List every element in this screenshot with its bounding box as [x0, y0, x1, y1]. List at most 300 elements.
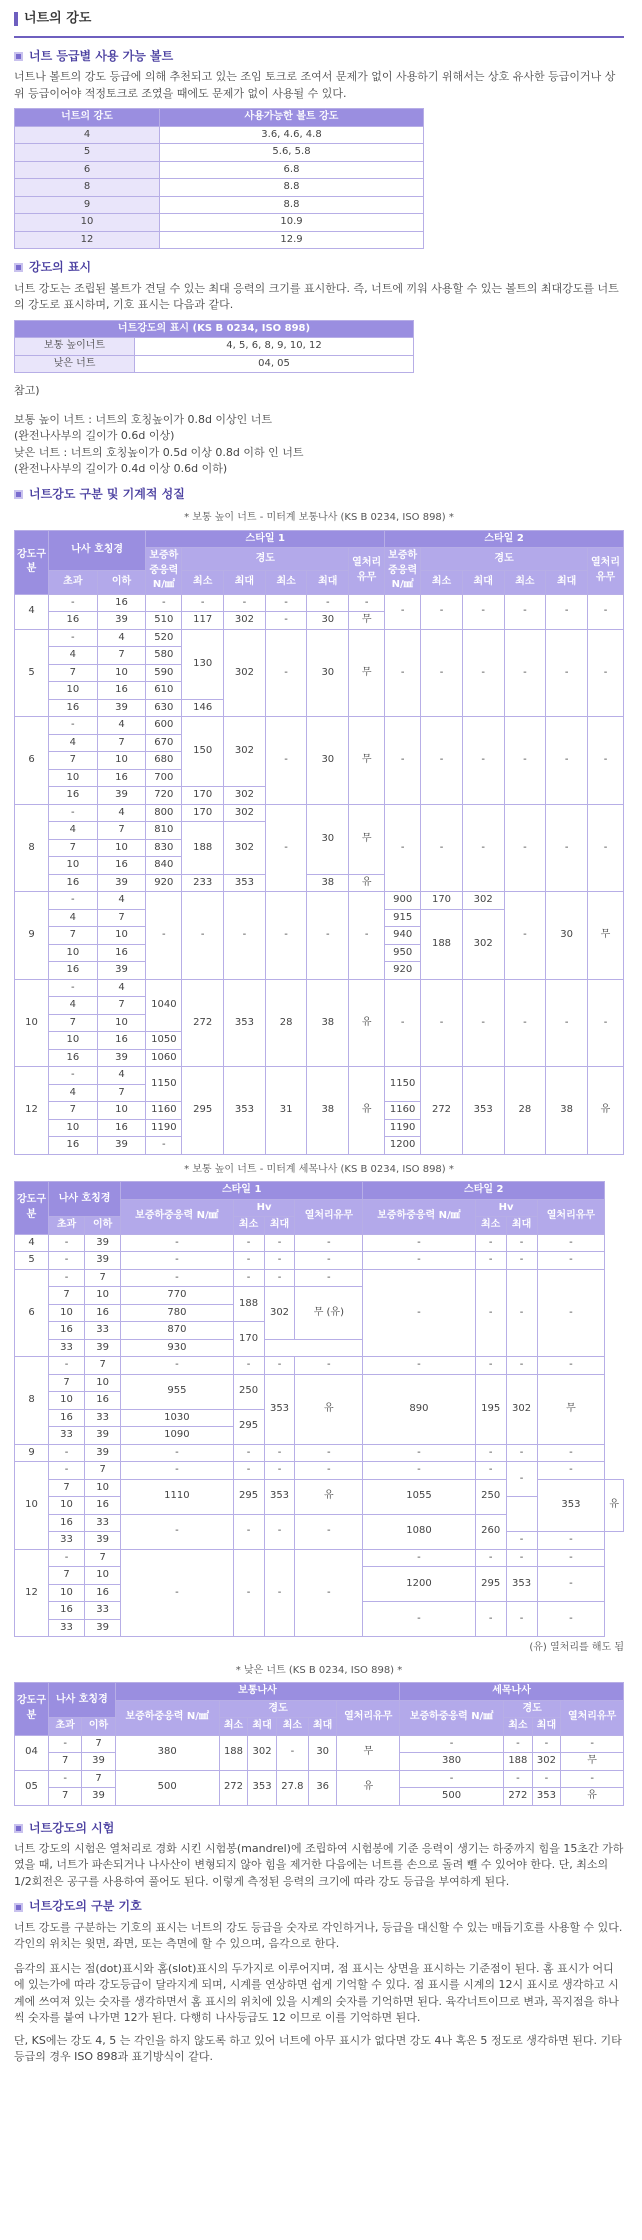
- table-header: 열처리유무: [588, 548, 624, 595]
- table-cell: 유: [561, 1788, 624, 1806]
- table-cell: -: [295, 1357, 363, 1375]
- section-text: 너트 강도를 구분하는 기호의 표시는 너트의 강도 등급을 숫자로 각인하거나, 등급을 대신할 수 있는 매듭기호를 사용할 수 있다. 각인의 위치는 윗면, 좌면, 또는 측면에 할 수 있으며, 음각으로 한다.: [14, 1920, 623, 1951]
- table-cell: 16: [49, 612, 98, 630]
- table-cell: -: [276, 1735, 308, 1770]
- table-cell: 5: [15, 1252, 49, 1270]
- table-cell: -: [363, 1357, 475, 1375]
- table-cell: 무: [349, 629, 385, 717]
- table-cell: -: [475, 1357, 506, 1375]
- table-row: [15, 1514, 624, 1532]
- section-text: 너트 강도는 조립된 볼트가 견딜 수 있는 최대 응력의 크기를 표시한다. 즉, 너트에 끼워 사용할 수 있는 볼트의 최대강도를 너트의 강도로 표시하며, 기호 표시는 다음과 같다.: [14, 281, 619, 312]
- table-cell: -: [588, 804, 624, 892]
- table-header: 열처리유무: [337, 1700, 400, 1735]
- table-cell: 9: [15, 892, 49, 980]
- table-cell: 295: [475, 1567, 506, 1602]
- table-cell: 05: [15, 1770, 49, 1805]
- table-cell: 195: [475, 1374, 506, 1444]
- table-cell: 170: [182, 787, 224, 805]
- table-cell: -: [363, 1602, 475, 1637]
- table-cell: 30: [307, 629, 349, 717]
- section-title-text: 너트강도의 구분 기호: [29, 1899, 142, 1914]
- table-cell: -: [224, 892, 266, 980]
- table-cell: -: [264, 1549, 295, 1637]
- table-header: 보증하중응력 N/㎟: [115, 1700, 219, 1735]
- table-cell: -: [504, 594, 546, 629]
- table-cell: 8.8: [160, 179, 424, 197]
- table-cell: -: [121, 1357, 233, 1375]
- table-cell: 510: [146, 612, 182, 630]
- table-header: 열처리유무: [295, 1199, 363, 1234]
- table-header: 최소: [504, 571, 546, 594]
- table-cell: -: [385, 717, 421, 805]
- table-cell: 33: [49, 1532, 85, 1550]
- page-title-text: 너트의 강도: [24, 11, 92, 26]
- table-cell: 1110: [121, 1479, 233, 1514]
- table-cell: 4: [15, 594, 49, 629]
- table-cell: 380: [115, 1735, 219, 1770]
- table-header: 나사 호칭경: [49, 1683, 116, 1718]
- table-cell: -: [537, 1567, 605, 1602]
- table-cell: 10: [49, 1032, 98, 1050]
- table-cell: -: [49, 1549, 85, 1567]
- table-cell: 무: [588, 892, 624, 980]
- table-cell: -: [475, 1234, 506, 1252]
- table-cell: -: [49, 1234, 85, 1252]
- table-cell: -: [475, 1444, 506, 1462]
- note-line: (완전나사부의 길이가 0.4d 이상 0.6d 이하): [14, 462, 228, 476]
- table-cell: -: [49, 717, 98, 735]
- table-cell: -: [295, 1549, 363, 1637]
- table-cell: 유: [588, 1067, 624, 1155]
- table-cell: -: [49, 1770, 82, 1788]
- table-header: 최소: [182, 571, 224, 594]
- table-cell: 무: [349, 804, 385, 874]
- table-cell: 10: [97, 752, 146, 770]
- coarse-thread-table: [14, 530, 624, 1155]
- table-cell: -: [462, 717, 504, 805]
- table-cell: 6.8: [160, 161, 424, 179]
- square-bullet-icon: [14, 52, 23, 61]
- table-cell: 10.9: [160, 214, 424, 232]
- table-header: 이하: [97, 571, 146, 594]
- table-row: [15, 1269, 624, 1287]
- table-cell: 188: [421, 909, 463, 979]
- table-cell: 680: [146, 752, 182, 770]
- table-cell: 1160: [146, 1102, 182, 1120]
- table-cell: 272: [219, 1770, 248, 1805]
- table-cell: 38: [546, 1067, 588, 1155]
- table-cell: 04, 05: [135, 355, 414, 373]
- table-cell: 500: [115, 1770, 219, 1805]
- section-text: 너트 강도의 시험은 열처리로 경화 시킨 시험봉(mandrel)에 조립하여 시험봉에 기준 응력이 생기는 하중까지 힘을 15초간 가하였을 때, 너트가 파손되거나 나사산이 변형되지 않아 힘을 제거한 다음에는 너트를 손으로 돌려 뺄 수 있어야 한다. 단, 최소의 1/2회전은 공구를 사용하여 풀어도 된다. 이렇게 측정된 응력의 크기에 따라 강도 등급을 부여하게 된다.: [14, 1841, 624, 1888]
- strength-mark-table: [14, 320, 414, 374]
- table-cell: 10: [49, 1119, 98, 1137]
- table-cell: -: [546, 629, 588, 717]
- table-cell: -: [265, 594, 307, 612]
- table-header: 보증하중응력 N/㎟: [363, 1199, 475, 1234]
- table-cell: 30: [308, 1735, 337, 1770]
- table-cell: 4: [97, 804, 146, 822]
- table-cell: 3.6, 4.6, 4.8: [160, 126, 424, 144]
- table-row: [15, 161, 424, 179]
- table-cell: 10: [49, 1584, 85, 1602]
- table-cell: -: [504, 1770, 533, 1788]
- table-cell: 28: [504, 1067, 546, 1155]
- table-row: [15, 1252, 624, 1270]
- table-cell: 유: [295, 1374, 363, 1444]
- table-header: 스타일 2: [385, 530, 624, 548]
- table-header: 강도구분: [15, 1683, 49, 1736]
- table-cell: 272: [182, 979, 224, 1067]
- table-cell: 30: [307, 804, 349, 874]
- table-header: 보통나사: [115, 1683, 399, 1701]
- table-cell: 5: [15, 629, 49, 717]
- table-cell: -: [295, 1444, 363, 1462]
- title-bar-icon: [14, 12, 18, 26]
- table-cell: 39: [85, 1234, 121, 1252]
- table-cell: 16: [49, 1049, 98, 1067]
- table-cell: 7: [97, 997, 146, 1015]
- table-cell: 16: [97, 1032, 146, 1050]
- table-cell: 7: [97, 909, 146, 927]
- page-title: [14, 8, 624, 38]
- table-cell: 30: [546, 892, 588, 980]
- table-cell: -: [421, 717, 463, 805]
- table-cell: -: [537, 1602, 605, 1637]
- table-cell: -: [537, 1234, 605, 1252]
- table-cell: -: [264, 1462, 295, 1480]
- table-cell: -: [264, 1444, 295, 1462]
- table-header: 최소: [421, 571, 463, 594]
- table-cell: -: [506, 1269, 537, 1357]
- table-cell: 260: [475, 1514, 506, 1549]
- table-cell: -: [264, 1252, 295, 1270]
- section-title-text: 너트 등급별 사용 가능 볼트: [29, 48, 174, 63]
- table-cell: 7: [85, 1357, 121, 1375]
- table-cell: 7: [49, 927, 98, 945]
- table-cell: 33: [49, 1619, 85, 1637]
- table-cell: 302: [248, 1735, 277, 1770]
- table-cell: -: [349, 892, 385, 980]
- table-cell: -: [264, 1269, 295, 1287]
- table-cell: -: [49, 1269, 85, 1287]
- table-cell: 302: [462, 909, 504, 979]
- table-cell: -: [265, 717, 307, 805]
- table-cell: -: [475, 1462, 506, 1480]
- table-header: 강도구분: [15, 530, 49, 594]
- table-header: 최소: [276, 1718, 308, 1736]
- table-cell: 10: [49, 769, 98, 787]
- table-cell: 33: [85, 1514, 121, 1532]
- table-cell: 10: [49, 682, 98, 700]
- table-cell: 4: [97, 1067, 146, 1085]
- table-cell: 33: [85, 1602, 121, 1620]
- table-row: [15, 1462, 624, 1480]
- table-cell: 1150: [146, 1067, 182, 1102]
- table-cell: 16: [85, 1304, 121, 1322]
- table-cell: -: [363, 1252, 475, 1270]
- table-cell: 39: [85, 1339, 121, 1357]
- table-cell: 10: [97, 839, 146, 857]
- table-cell: 830: [146, 839, 182, 857]
- table-cell: -: [385, 629, 421, 717]
- table-cell: 770: [121, 1287, 233, 1305]
- table-cell: 302: [532, 1753, 561, 1771]
- table-cell: -: [265, 892, 307, 980]
- table-header: 경도: [219, 1700, 337, 1718]
- table-cell: 무: [561, 1753, 624, 1771]
- table-header: 초과: [49, 1217, 85, 1235]
- table-cell: -: [233, 1514, 264, 1549]
- table-header: 보증하중응력 N/㎟: [146, 548, 182, 595]
- table-cell: 7: [82, 1770, 115, 1788]
- table-cell: 33: [85, 1409, 121, 1427]
- table-cell: -: [504, 804, 546, 892]
- table-cell: -: [475, 1602, 506, 1637]
- table-cell: 7: [49, 1788, 82, 1806]
- table-row: [15, 1067, 624, 1085]
- table-cell: 250: [475, 1479, 506, 1514]
- table-cell: -: [506, 1462, 537, 1497]
- table-cell: 무 (유): [295, 1287, 363, 1340]
- table-cell: -: [49, 1252, 85, 1270]
- table-cell: 8.8: [160, 196, 424, 214]
- table-cell: -: [363, 1269, 475, 1357]
- table-cell: 930: [121, 1339, 233, 1357]
- table-cell: 16: [97, 944, 146, 962]
- table-cell: -: [363, 1444, 475, 1462]
- table-cell: 840: [146, 857, 182, 875]
- table-header: 스타일 2: [363, 1182, 605, 1200]
- table-cell: 720: [146, 787, 182, 805]
- table-cell: 7: [82, 1735, 115, 1753]
- table-cell: 유: [295, 1479, 363, 1514]
- table-cell: -: [295, 1269, 363, 1287]
- table-header: 최소: [475, 1217, 506, 1235]
- table-cell: 6: [15, 161, 160, 179]
- table-cell: -: [506, 1357, 537, 1375]
- table-cell: 7: [49, 1014, 98, 1032]
- table-cell: 16: [49, 1137, 98, 1155]
- table-cell: 800: [146, 804, 182, 822]
- table-header: 이하: [82, 1718, 115, 1736]
- table-cell: 9: [15, 1444, 49, 1462]
- table-cell: -: [233, 1444, 264, 1462]
- table-row: [15, 179, 424, 197]
- table-row: [15, 214, 424, 232]
- table-cell: -: [233, 1549, 264, 1637]
- table-cell: -: [49, 629, 98, 647]
- table-cell: 7: [97, 1084, 146, 1102]
- table-cell: 39: [85, 1427, 121, 1445]
- table-cell: 7: [49, 1753, 82, 1771]
- table-header: 나사 호칭경: [49, 1182, 121, 1217]
- table-cell: 353: [506, 1567, 537, 1602]
- table-row: [15, 1357, 624, 1375]
- table-cell: 30: [307, 717, 349, 805]
- table-cell: 955: [121, 1374, 233, 1409]
- table-cell: 295: [233, 1409, 264, 1444]
- table-cell: 7: [97, 822, 146, 840]
- table-cell: -: [462, 629, 504, 717]
- table-cell: -: [506, 1602, 537, 1637]
- table-cell: 870: [121, 1322, 233, 1340]
- table-cell: 580: [146, 647, 182, 665]
- table-cell: 1200: [363, 1567, 475, 1602]
- table-cell: 5.6, 5.8: [160, 144, 424, 162]
- table-cell: 1050: [146, 1032, 182, 1050]
- table-header: 최대: [307, 571, 349, 594]
- table-cell: -: [349, 594, 385, 612]
- table-cell: 4: [49, 909, 98, 927]
- table-cell: -: [421, 594, 463, 629]
- table-cell: 1040: [146, 979, 182, 1032]
- table-cell: -: [588, 717, 624, 805]
- table-cell: 39: [97, 962, 146, 980]
- section-text: 단, KS에는 강도 4, 5 는 각인을 하지 않도록 하고 있어 너트에 아무 표시가 없다면 강도 4나 혹은 5 정도로 생각하면 된다. 기타등급의 경우 ISO 898과 표기방식이 같다.: [14, 2033, 622, 2064]
- table-cell: -: [537, 1269, 605, 1357]
- table-cell: -: [537, 1549, 605, 1567]
- table-header: 세목나사: [400, 1683, 624, 1701]
- table-cell: 1190: [146, 1119, 182, 1137]
- table-cell: 353: [264, 1479, 295, 1514]
- table-cell: -: [506, 1252, 537, 1270]
- table-cell: 33: [85, 1322, 121, 1340]
- table-cell: 670: [146, 734, 182, 752]
- table-row: [15, 594, 624, 612]
- table-cell: 4: [49, 997, 98, 1015]
- table-cell: -: [537, 1462, 605, 1480]
- table-cell: 39: [97, 787, 146, 805]
- table-cell: 16: [97, 857, 146, 875]
- table-cell: 38: [307, 874, 349, 892]
- table-cell: 10: [15, 1462, 49, 1550]
- table-cell: -: [307, 594, 349, 612]
- table-cell: 39: [82, 1753, 115, 1771]
- table-header: 스타일 1: [121, 1182, 363, 1200]
- table-cell: 12: [15, 1549, 49, 1637]
- table-cell: -: [295, 1462, 363, 1480]
- table-cell: -: [121, 1444, 233, 1462]
- table-row: [15, 144, 424, 162]
- table-header: 보증하중응력 N/㎟: [121, 1199, 233, 1234]
- table-cell: -: [49, 1067, 98, 1085]
- table-cell: 130: [182, 629, 224, 699]
- table-cell: -: [233, 1357, 264, 1375]
- table-cell: 10: [85, 1479, 121, 1497]
- table-cell: 27.8: [276, 1770, 308, 1805]
- table-cell: -: [363, 1549, 475, 1567]
- table-cell: 16: [97, 682, 146, 700]
- section-text: 음각의 표시는 점(dot)표시와 홈(slot)표시의 두가지로 이루어지며, 점 표시는 상면을 표시하는 기준점이 된다. 홈 표시가 어디에 있는가에 따라 강도등급이 달라지게 되며, 시계를 연상하면 쉽게 기억할 수 있다. 점 표시를 시계의 12시 표시로 생각하고 시계에 쓰여져 있는 숫자를 생각하면서 홈 표시의 위치에 있을 시계의 숫자를 기억하면 된다. 육각너트이므로 변과, 꼭지점을 하나씩 숫자를 붙여 나가면 12가 된다. 다행히 나사등급도 12 이므로 이를 기억하면 된다.: [14, 1961, 619, 2025]
- table-cell: 1160: [385, 1102, 421, 1120]
- table-cell: 무: [349, 612, 385, 630]
- table-cell: 4: [15, 1234, 49, 1252]
- table-cell: 유: [349, 874, 385, 892]
- table-cell: -: [265, 612, 307, 630]
- table-cell: 1055: [363, 1479, 475, 1514]
- table-cell: 39: [85, 1444, 121, 1462]
- table-cell: 915: [385, 909, 421, 927]
- table-header: 최대: [532, 1718, 561, 1736]
- table-cell: 302: [224, 717, 266, 787]
- table-cell: 33: [49, 1427, 85, 1445]
- table-cell: 낮은 너트: [15, 355, 135, 373]
- table-cell: -: [307, 892, 349, 980]
- table-cell: -: [462, 594, 504, 629]
- table-header: 최소: [233, 1217, 264, 1235]
- table-cell: -: [546, 804, 588, 892]
- table-cell: 7: [49, 1102, 98, 1120]
- table-cell: 7: [49, 1567, 85, 1585]
- table-cell: -: [233, 1252, 264, 1270]
- table-cell: 8: [15, 804, 49, 892]
- table-header: 강도구분: [15, 1182, 49, 1235]
- table-cell: 630: [146, 699, 182, 717]
- table-cell: 4: [49, 822, 98, 840]
- table-cell: 272: [421, 1067, 463, 1155]
- table-cell: 16: [85, 1392, 121, 1410]
- section-title: [14, 1820, 624, 1837]
- table-cell: 150: [182, 717, 224, 787]
- section-title-text: 너트강도의 시험: [29, 1820, 115, 1835]
- table-cell: 7: [85, 1549, 121, 1567]
- table-cell: 유: [349, 979, 385, 1067]
- table-cell: 10: [49, 1497, 85, 1515]
- table-header: 사용가능한 볼트 강도: [160, 109, 424, 127]
- table-cell: -: [121, 1514, 233, 1549]
- table-cell: 600: [146, 717, 182, 735]
- table-header: 최대: [224, 571, 266, 594]
- table-cell: 36: [308, 1770, 337, 1805]
- table-cell: 353: [224, 1067, 266, 1155]
- table-cell: 810: [146, 822, 182, 840]
- table-cell: 무: [337, 1735, 400, 1770]
- table-cell: -: [363, 1234, 475, 1252]
- table-cell: 6: [15, 1269, 49, 1357]
- table-cell: 31: [265, 1067, 307, 1155]
- table-row: [15, 231, 424, 249]
- table-cell: 4, 5, 6, 8, 9, 10, 12: [135, 338, 414, 356]
- table-header: 최대: [506, 1217, 537, 1235]
- table-cell: -: [49, 1735, 82, 1753]
- table-cell: 39: [97, 1137, 146, 1155]
- table-cell: -: [588, 979, 624, 1067]
- table-cell: 188: [219, 1735, 248, 1770]
- table-cell: -: [504, 717, 546, 805]
- table-cell: -: [233, 1269, 264, 1287]
- table-cell: 39: [85, 1252, 121, 1270]
- table-cell: 4: [97, 892, 146, 910]
- table-cell: 10: [85, 1567, 121, 1585]
- section-text: 너트나 볼트의 강도 등급에 의해 추천되고 있는 조임 토크로 조여서 문제가 없이 사용하기 위해서는 상호 유사한 등급이거나 상위 등급이어야 적정토크로 조였을 때에도 문제가 없이 사용될 수 있다.: [14, 70, 616, 100]
- table-header: 열처리유무: [537, 1199, 605, 1234]
- square-bullet-icon: [14, 263, 23, 272]
- table-cell: 16: [49, 699, 98, 717]
- table-cell: 188: [182, 822, 224, 875]
- table-cell: 7: [49, 752, 98, 770]
- table-cell: 302: [462, 892, 504, 910]
- table-row: [15, 126, 424, 144]
- table-cell: 39: [97, 699, 146, 717]
- table-cell: 1150: [385, 1067, 421, 1102]
- table-cell: 1090: [121, 1427, 233, 1445]
- table-cell: -: [546, 594, 588, 629]
- table-row: [15, 1549, 624, 1567]
- table-cell: 10: [97, 1014, 146, 1032]
- table-cell: -: [385, 594, 421, 629]
- table-cell: -: [537, 1532, 605, 1550]
